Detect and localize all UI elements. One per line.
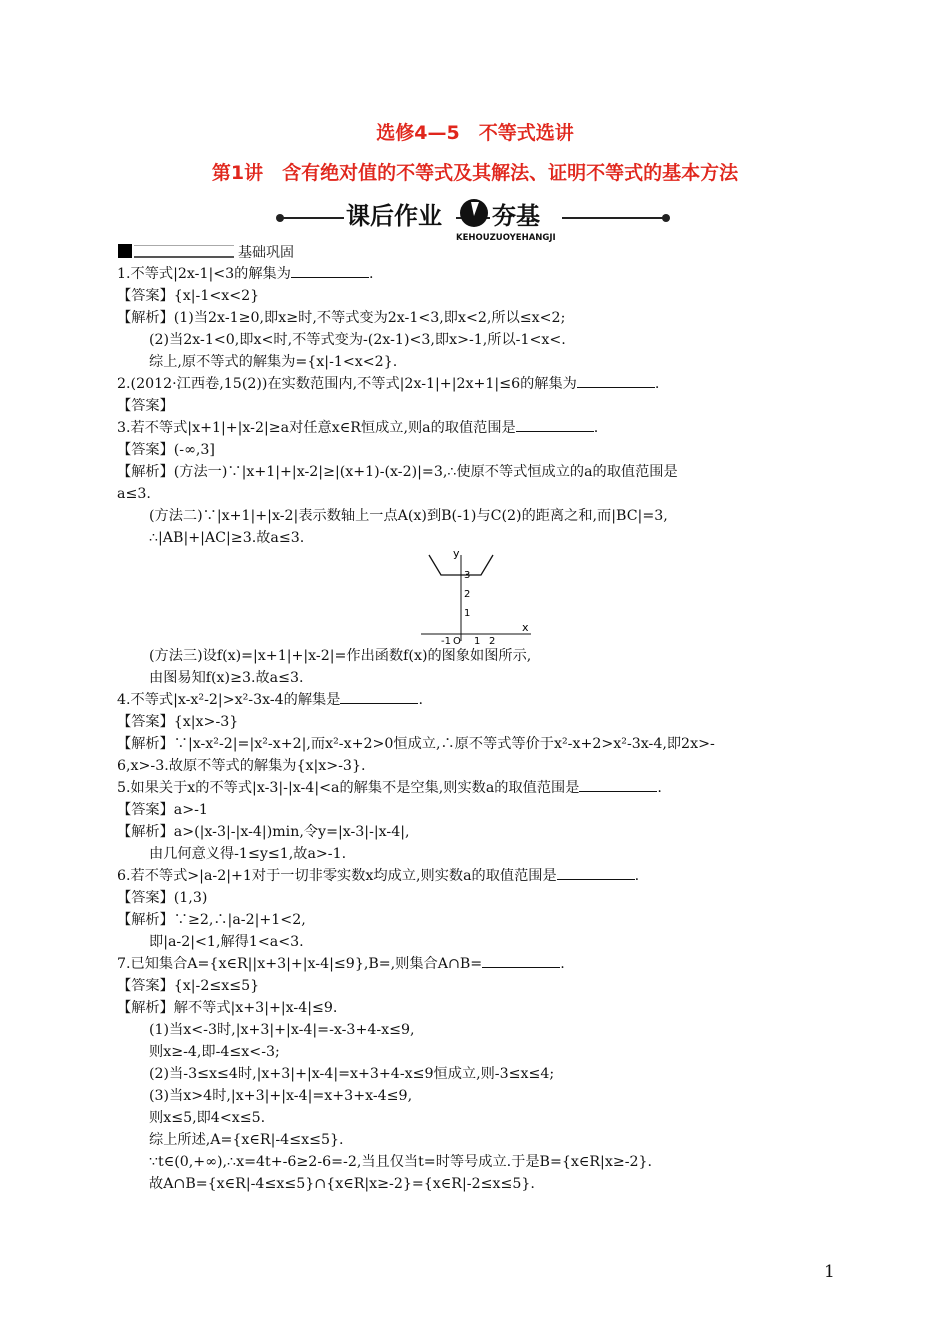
question-end: .	[654, 376, 660, 392]
question-end: .	[657, 780, 662, 796]
text-line: 【解析】(1)当2x-1≥0,即x≥时,不等式变为2x-1<3,即x<2,所以≤x<2;	[117, 310, 566, 326]
text-line: 【答案】{x|x>-3}	[117, 714, 239, 730]
question-end: .	[634, 868, 640, 884]
x-tick-1: 1	[474, 636, 481, 645]
answer-blank	[557, 865, 635, 880]
banner-pinyin: KEHOUZUOYEHANGJI	[456, 233, 556, 243]
text-line: (方法二)∵|x+1|+|x-2|表示数轴上一点A(x)到B(-1)与C(2)的距离之和,而|BC|=3,	[149, 508, 668, 524]
question-text: 4.不等式|x-x²-2|>x²-3x-4的解集是	[117, 692, 341, 708]
text-line	[117, 263, 837, 285]
text-line: 【答案】(-∞,3]	[117, 442, 215, 458]
x-axis-label: x	[522, 621, 529, 634]
text-line: (2)当2x-1<0,即x<时,不等式变为-(2x-1)<3,即x>-1,所以-1<x<.	[149, 332, 566, 348]
answer-blank	[291, 263, 369, 278]
text-line: 则x≤5,即4<x≤5.	[149, 1110, 266, 1126]
question-text: 7.已知集合A={x∈R||x+3|+|x-4|≤9},B=,则集合A∩B=	[117, 956, 483, 972]
answer-blank	[577, 373, 655, 388]
x-tick-2: 2	[489, 636, 496, 645]
text-line: 【答案】a>-1	[117, 802, 208, 818]
lesson-title: 第1讲 含有绝对值的不等式及其解法、证明不等式的基本方法	[211, 162, 739, 184]
question-end: .	[560, 956, 565, 972]
text-line: a≤3.	[117, 486, 151, 502]
question-text: 5.如果关于x的不等式|x-3|-|x-4|<a的解集不是空集,则实数a的取值范围是	[117, 780, 580, 796]
homework-banner	[274, 196, 672, 244]
function-graph	[117, 549, 837, 645]
text-line	[117, 417, 837, 439]
y-tick-2: 2	[464, 589, 471, 600]
question-end: .	[368, 266, 374, 282]
text-line: 【解析】∵|x-x²-2|=|x²-x+2|,而x²-x+2>0恒成立,∴原不等式等价于x²-x+2>x²-3x-4,即2x>-	[117, 736, 715, 752]
text-line	[117, 373, 837, 395]
y-tick-1: 1	[464, 608, 471, 619]
text-line	[117, 777, 837, 799]
text-line: (方法三)设f(x)=|x+1|+|x-2|=作出函数f(x)的图象如图所示,	[149, 648, 532, 664]
text-line: ∴|AB|+|AC|≥3.故a≤3.	[149, 530, 305, 546]
text-line: 综上所述,A={x∈R|-4≤x≤5}.	[149, 1132, 344, 1148]
text-line	[117, 689, 837, 711]
text-line: 综上,原不等式的解集为={x|-1<x<2}.	[149, 354, 398, 370]
origin-label: O	[453, 636, 461, 645]
text-line: 则x≥-4,即-4≤x<-3;	[149, 1044, 280, 1060]
exercise-content	[117, 263, 837, 1195]
answer-blank	[482, 953, 560, 968]
text-line: 6,x>-3.故原不等式的解集为{x|x>-3}.	[117, 758, 366, 774]
question-text: 2.(2012·江西卷,15(2))在实数范围内,不等式|2x-1|+|2x+1|≤6的解集为	[117, 376, 577, 392]
text-line: (2)当-3≤x≤4时,|x+3|+|x-4|=x+3+4-x≤9恒成立,则-3≤x≤4;	[149, 1066, 555, 1082]
text-line: 【解析】∵≥2,∴|a-2|+1<2,	[117, 912, 306, 928]
text-line: 由几何意义得-1≤y≤1,故a>-1.	[149, 846, 347, 862]
text-line: 【答案】{x|-1<x<2}	[117, 288, 260, 304]
x-tick-neg1: -1	[441, 636, 451, 645]
text-line: 即|a-2|<1,解得1<a<3.	[149, 934, 304, 950]
banner-text-2: 夯基	[492, 202, 540, 230]
question-text: 6.若不等式>|a-2|+1对于一切非零实数x均成立,则实数a的取值范围是	[117, 868, 557, 884]
text-line: 【解析】(方法一)∵|x+1|+|x-2|≥|(x+1)-(x-2)|=3,∴使原不等式恒成立的a的取值范围是	[117, 464, 678, 480]
text-line: (3)当x>4时,|x+3|+|x-4|=x+3+x-4≤9,	[149, 1088, 413, 1104]
page-number: 1	[824, 1262, 835, 1282]
answer-blank	[340, 689, 418, 704]
text-line: 【解析】a>(|x-3|-|x-4|)min,令y=|x-3|-|x-4|,	[117, 824, 410, 840]
text-line: 由图易知f(x)≥3.故a≤3.	[149, 670, 304, 686]
question-text: 3.若不等式|x+1|+|x-2|≥a对任意x∈R恒成立,则a的取值范围是	[117, 420, 516, 436]
text-line: 【答案】	[117, 398, 174, 414]
question-end: .	[418, 692, 423, 708]
text-line: (1)当x<-3时,|x+3|+|x-4|=-x-3+4-x≤9,	[149, 1022, 415, 1038]
y-axis-label: y	[453, 549, 460, 560]
text-line: ∵t∈(0,+∞),∴x=4t+-6≥2-6=-2,当且仅当t=时等号成立.于是B={x∈R|x≥-2}.	[149, 1154, 653, 1170]
question-end: .	[593, 420, 599, 436]
answer-blank	[516, 417, 594, 432]
y-tick-3: 3	[464, 570, 471, 581]
text-line: 【答案】{x|-2≤x≤5}	[117, 978, 260, 994]
text-line: 【答案】(1,3)	[117, 890, 208, 906]
banner-text: 课后作业	[346, 202, 442, 230]
answer-blank	[579, 777, 657, 792]
text-line: 【解析】解不等式|x+3|+|x-4|≤9.	[117, 1000, 338, 1016]
section-marker	[118, 244, 132, 258]
text-line: 故A∩B={x∈R|-4≤x≤5}∩{x∈R|x≥-2}={x∈R|-2≤x≤5}.	[149, 1176, 535, 1192]
question-text: 1.不等式|2x-1|<3的解集为	[117, 266, 291, 282]
chapter-title: 选修4—5 不等式选讲	[376, 122, 574, 144]
section-title: 基础巩固	[238, 245, 294, 261]
text-line	[117, 865, 837, 887]
text-line	[117, 953, 837, 975]
